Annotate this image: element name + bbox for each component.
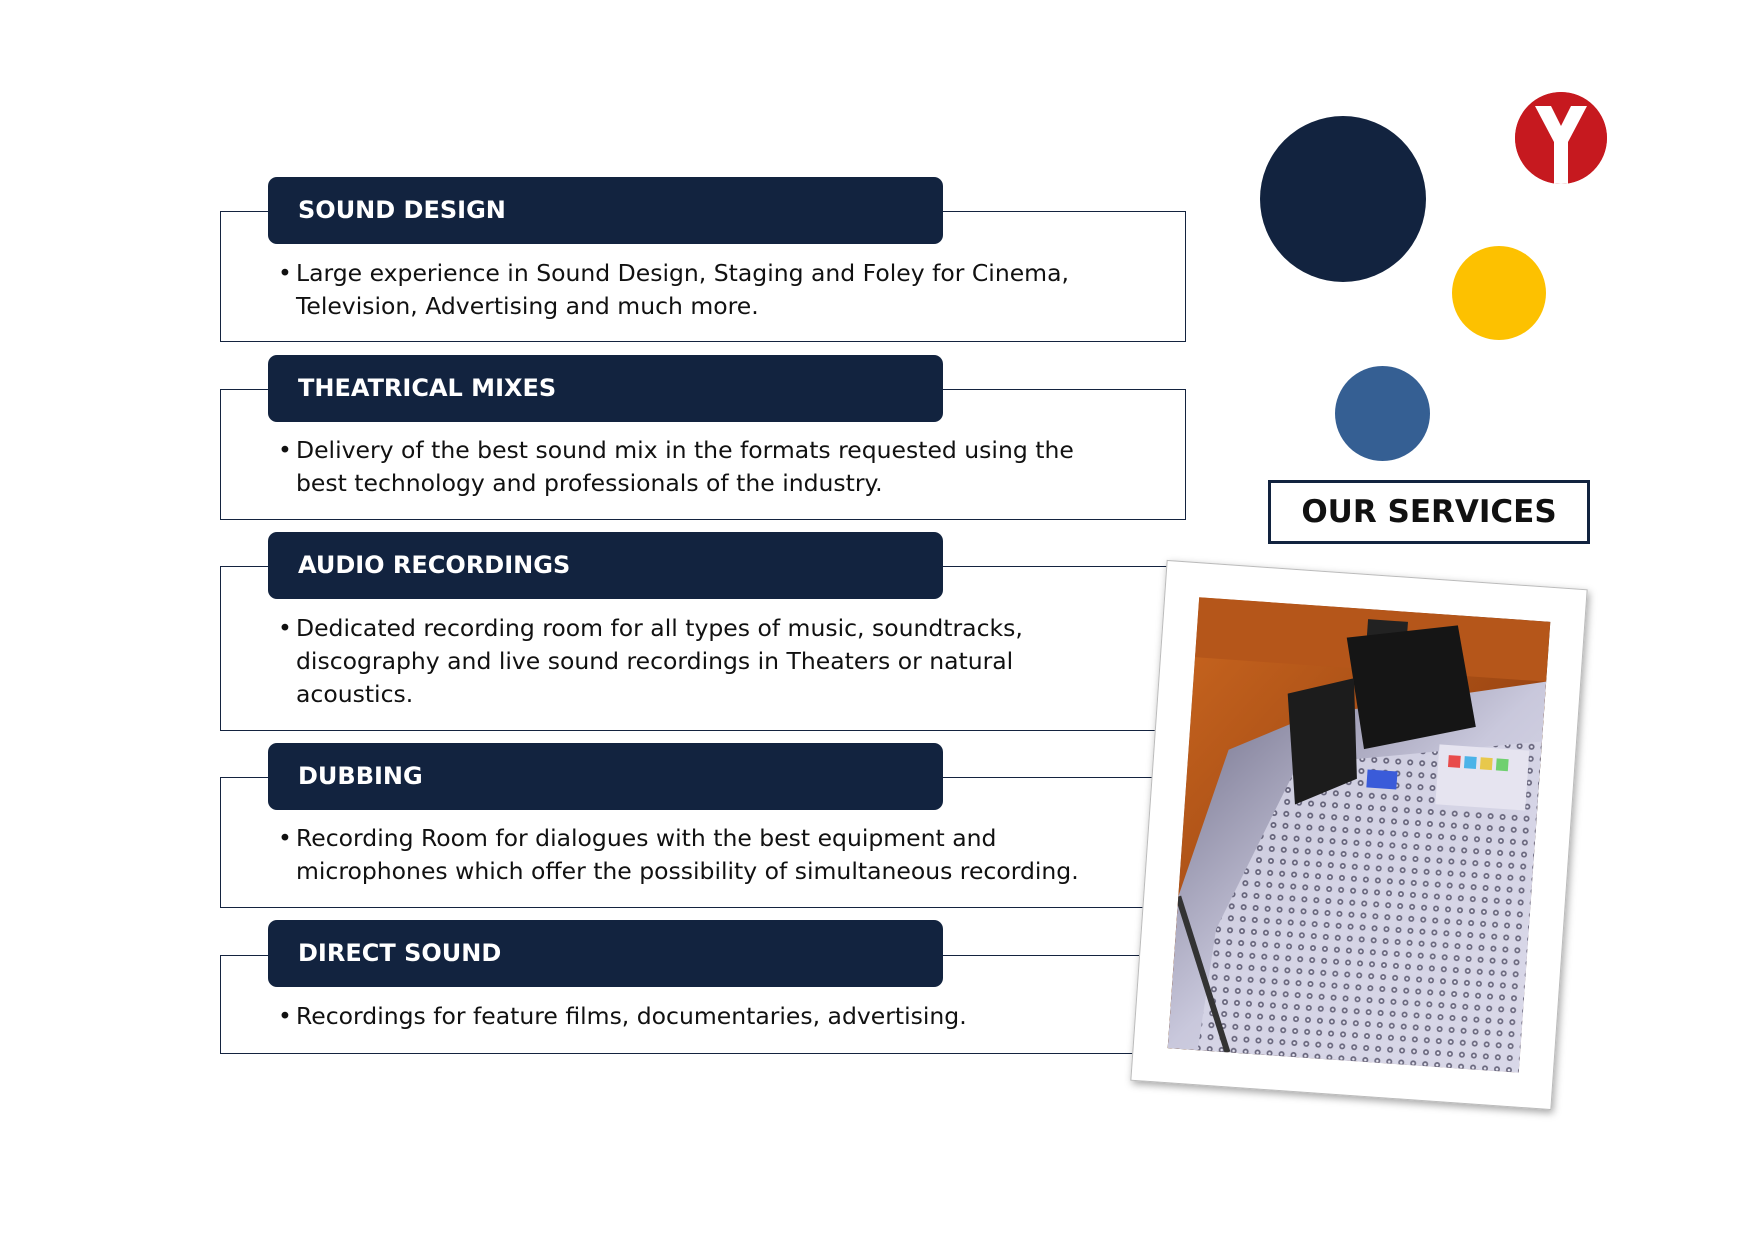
service-header-dubbing: DUBBING bbox=[268, 743, 943, 810]
company-logo bbox=[1515, 92, 1607, 184]
description-line: microphones which offer the possibility of simultaneous recording. bbox=[296, 857, 1079, 885]
bullet-icon: • bbox=[278, 614, 292, 642]
service-header-direct-sound: DIRECT SOUND bbox=[268, 920, 943, 987]
service-header-sound-design: SOUND DESIGN bbox=[268, 177, 943, 244]
description-line: Recordings for feature films, documentaries, advertising. bbox=[296, 1002, 967, 1030]
mixing-console-illustration bbox=[1168, 597, 1551, 1072]
description-line: Delivery of the best sound mix in the formats requested using the bbox=[296, 436, 1074, 464]
description-line: best technology and professionals of the industry. bbox=[296, 469, 883, 497]
section-title: OUR SERVICES bbox=[1268, 480, 1590, 544]
service-description-theatrical-mixes bbox=[278, 434, 1126, 500]
bullet-icon: • bbox=[278, 259, 292, 287]
description-line: Recording Room for dialogues with the best equipment and bbox=[296, 824, 997, 852]
service-header-audio-recordings: AUDIO RECORDINGS bbox=[268, 532, 943, 599]
bullet-icon: • bbox=[278, 436, 292, 464]
service-description-audio-recordings bbox=[278, 612, 1126, 711]
navy-circle bbox=[1260, 116, 1426, 282]
service-header-theatrical-mixes: THEATRICAL MIXES bbox=[268, 355, 943, 422]
description-line: Large experience in Sound Design, Staging and Foley for Cinema, bbox=[296, 259, 1069, 287]
description-line: Dedicated recording room for all types of music, soundtracks, bbox=[296, 614, 1023, 642]
logo-y-icon bbox=[1515, 92, 1607, 184]
photo-frame bbox=[1130, 560, 1587, 1110]
bullet-icon: • bbox=[278, 824, 292, 852]
description-line: discography and live sound recordings in Theaters or natural bbox=[296, 647, 1014, 675]
description-line: Television, Advertising and much more. bbox=[296, 292, 759, 320]
mixing-console-photo bbox=[1168, 597, 1551, 1072]
service-description-dubbing bbox=[278, 822, 1126, 888]
description-line: acoustics. bbox=[296, 680, 414, 708]
bullet-icon: • bbox=[278, 1002, 292, 1030]
blue-circle bbox=[1335, 366, 1430, 461]
service-description-sound-design bbox=[278, 257, 1126, 323]
yellow-circle bbox=[1452, 246, 1546, 340]
service-description-direct-sound bbox=[278, 1000, 1126, 1033]
